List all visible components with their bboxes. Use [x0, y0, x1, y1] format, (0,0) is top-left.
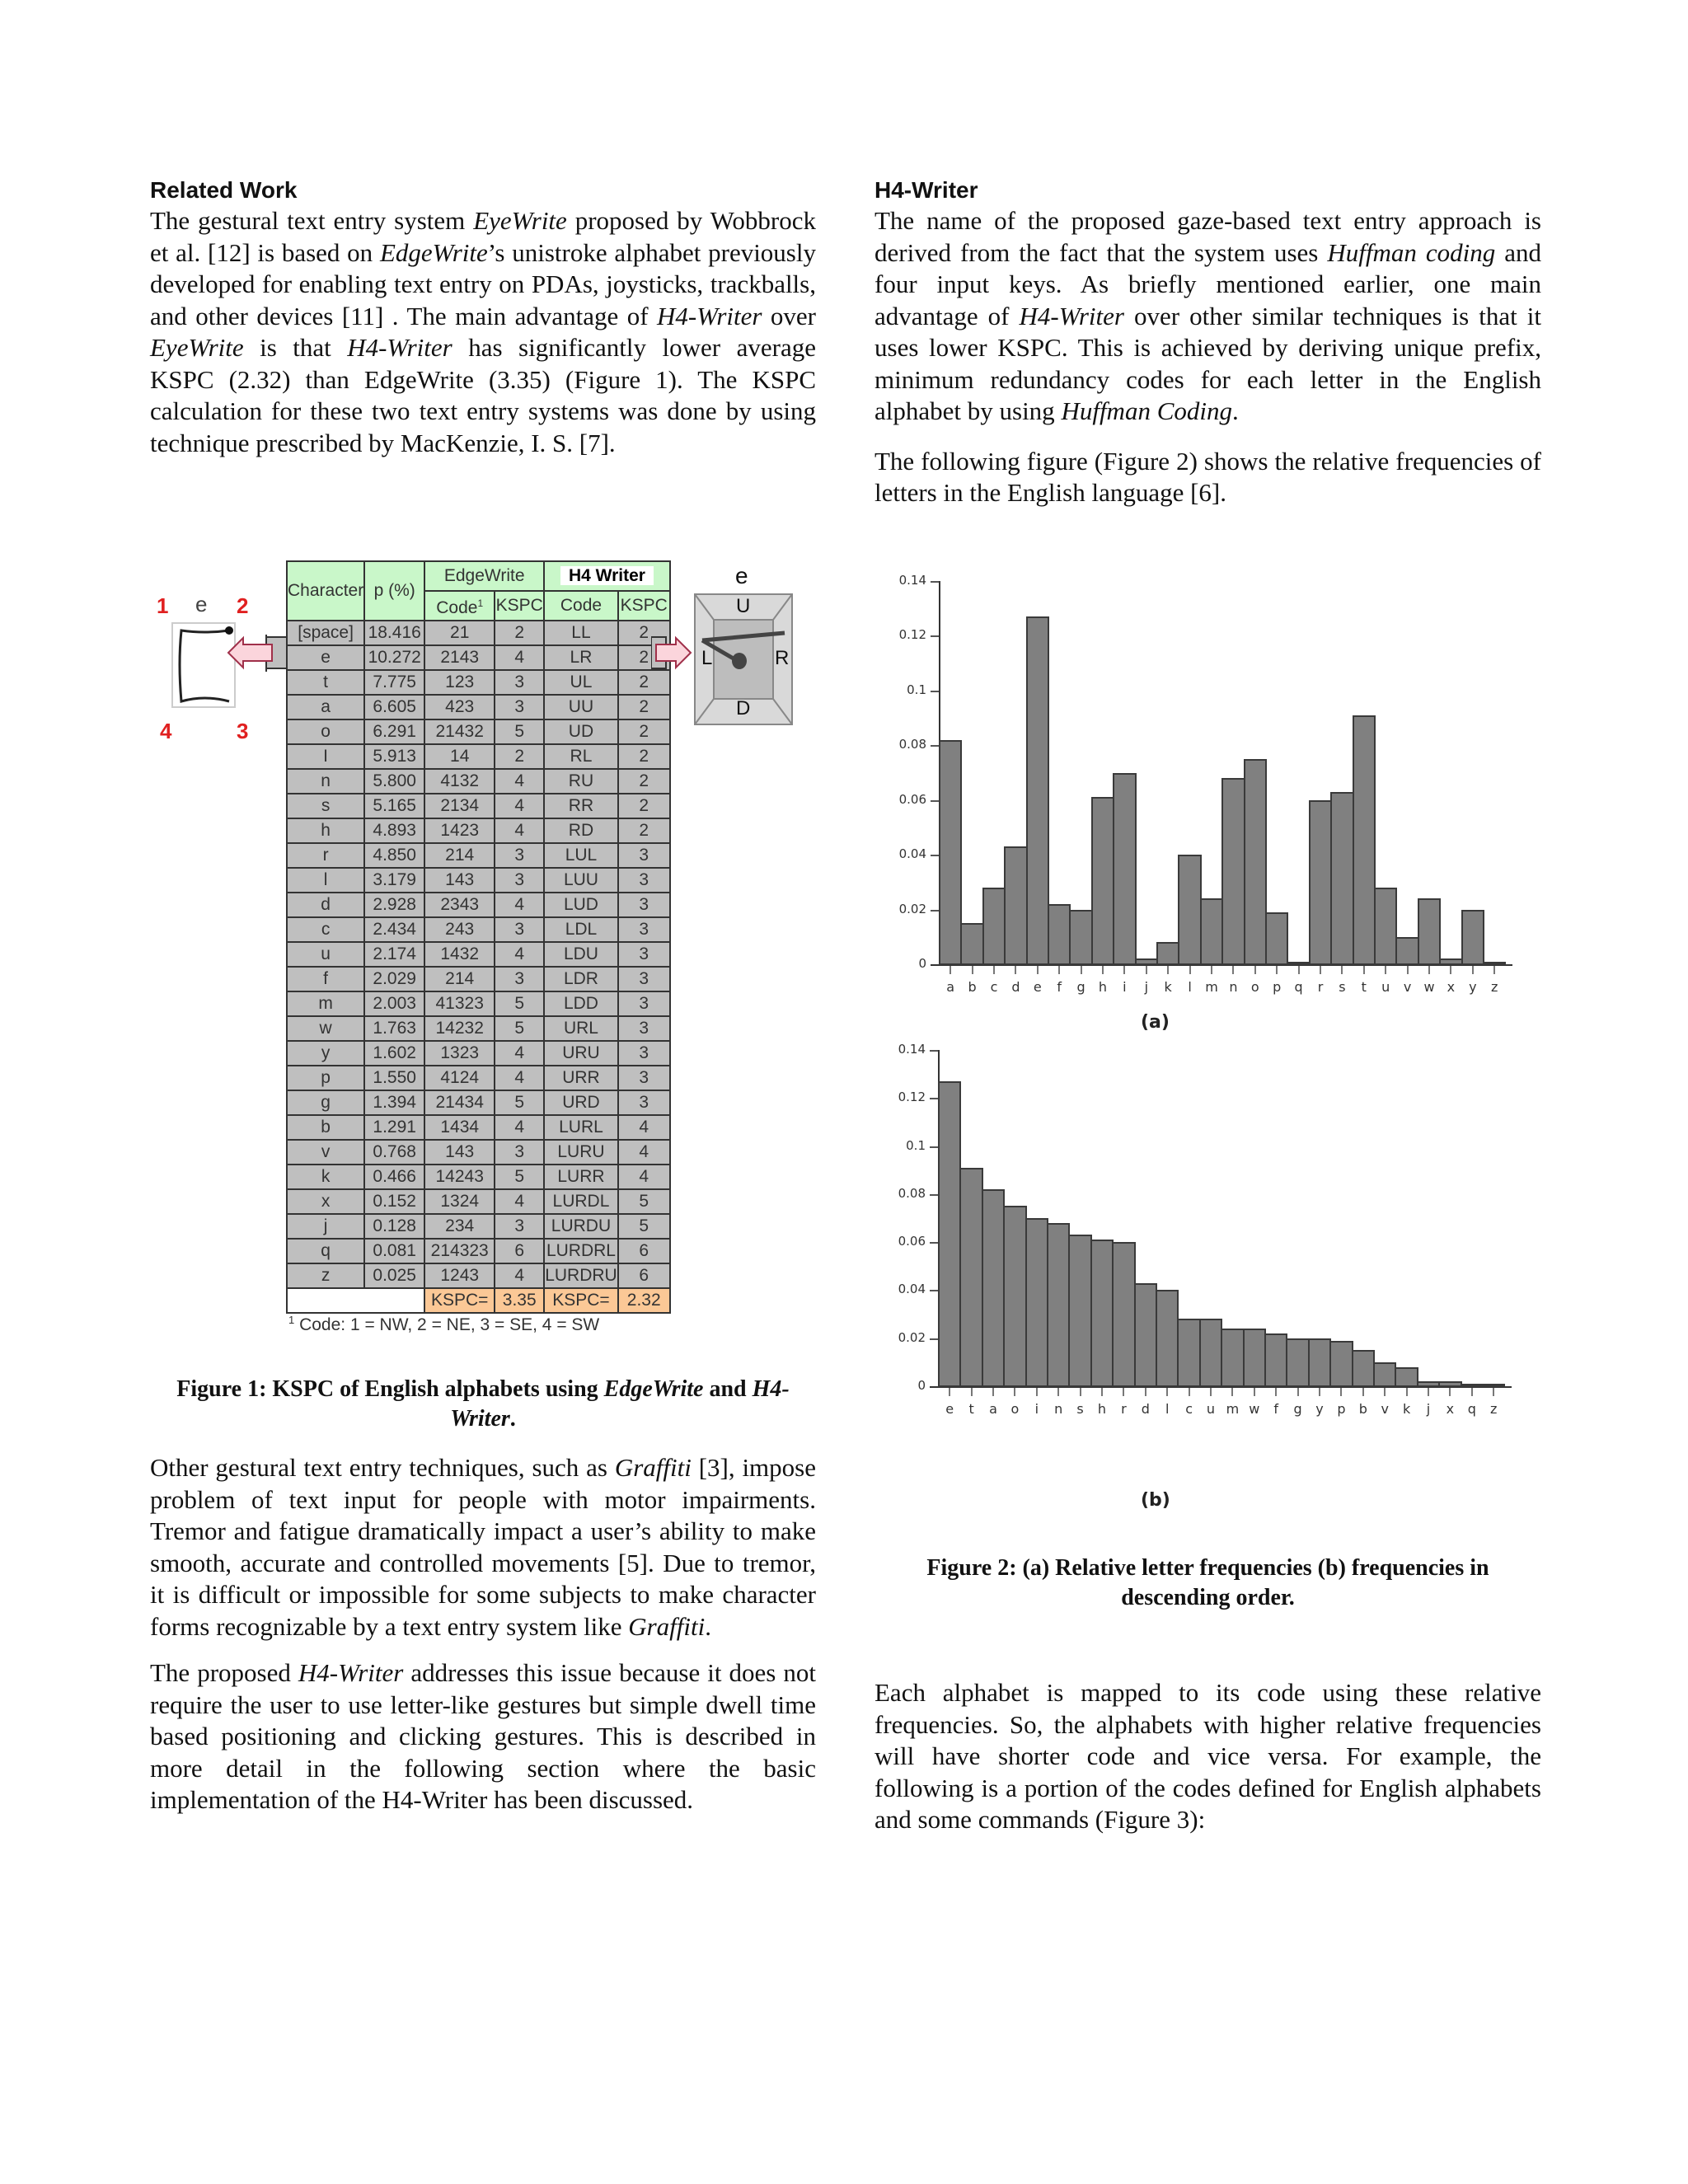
bar-y	[1308, 1338, 1331, 1387]
edgewrite-kspc-cell: 3	[495, 1214, 544, 1239]
bar-i	[1025, 1218, 1048, 1387]
p-percent-cell: 10.272	[364, 645, 424, 670]
h4-kspc-cell: 4	[618, 1115, 670, 1140]
x-tick-label: a	[989, 1401, 997, 1417]
joystick-left-label: L	[701, 647, 713, 669]
character-cell: z	[287, 1263, 364, 1288]
bar-f	[1264, 1333, 1287, 1387]
p-percent-cell: 6.291	[364, 719, 424, 744]
edgewrite-code-cell: 4132	[424, 769, 495, 794]
bar-q	[1461, 1384, 1484, 1387]
bar-p	[1329, 1341, 1353, 1387]
p-percent-cell: 2.928	[364, 893, 424, 917]
figure-2-caption: Figure 2: (a) Relative letter frequencies (b) frequencies in descending order.	[926, 1555, 1489, 1610]
p-percent-cell: 0.081	[364, 1239, 424, 1263]
p-percent-cell: 3.179	[364, 868, 424, 893]
edgewrite-code-cell: 143	[424, 868, 495, 893]
character-cell: x	[287, 1189, 364, 1214]
edgewrite-kspc-cell: 4	[495, 794, 544, 818]
bar-j	[1417, 1381, 1440, 1387]
table-footnote: $^1$ Code: 1 = NW, 2 = NE, 3 = SE, 4 = SW	[288, 1314, 600, 1334]
right-column-lower	[874, 1554, 1541, 1836]
p-percent-cell: 0.025	[364, 1263, 424, 1288]
x-tick-label: g	[1076, 979, 1085, 995]
header-h4-code: Code	[544, 591, 618, 621]
bar-g	[1286, 1338, 1309, 1387]
character-cell: s	[287, 794, 364, 818]
x-tick-label: l	[1165, 1401, 1170, 1417]
edgewrite-code-cell: 1243	[424, 1263, 495, 1288]
x-tick-label: u	[1381, 979, 1390, 995]
corner-label-2: 2	[237, 593, 249, 618]
y-tick-label: 0	[917, 1378, 926, 1393]
x-tick-label: k	[1164, 979, 1172, 995]
h4-code-cell: LURDU	[544, 1214, 618, 1239]
h4-code-cell: UU	[544, 695, 618, 719]
h4-code-cell: LURDRU	[544, 1263, 618, 1288]
x-tick-label: i	[1034, 1401, 1039, 1417]
h4-kspc-cell: 2	[618, 670, 670, 695]
edgewrite-code-cell: 14	[424, 744, 495, 769]
x-tick-label: l	[1188, 979, 1192, 995]
x-tick-label: b	[968, 979, 977, 995]
x-tick-label: q	[1467, 1401, 1476, 1417]
section-title-h4-writer: H4-Writer	[874, 177, 978, 203]
y-tick-label: 0.12	[898, 1090, 926, 1105]
x-tick-label: t	[968, 1401, 974, 1417]
header-h4writer: H4 Writer	[544, 561, 670, 591]
y-tick-label: 0.02	[898, 901, 926, 916]
h4-kspc-cell: 4	[618, 1140, 670, 1165]
header-edgewrite: EdgeWrite	[424, 561, 544, 591]
h4-kspc-cell: 5	[618, 1214, 670, 1239]
edgewrite-kspc-cell: 5	[495, 1016, 544, 1041]
bar-d	[1134, 1283, 1157, 1387]
h4-code-cell: URD	[544, 1090, 618, 1115]
edgewrite-kspc-cell: 3	[495, 917, 544, 942]
x-tick-label: q	[1294, 979, 1303, 995]
edgewrite-code-cell: 1423	[424, 818, 495, 843]
x-tick-label: x	[1446, 1401, 1455, 1417]
x-tick-label: v	[1403, 979, 1412, 995]
p-percent-cell: 2.434	[364, 917, 424, 942]
character-cell: n	[287, 769, 364, 794]
y-tick-label: 0.08	[898, 1185, 926, 1201]
edgewrite-code-cell: 214	[424, 967, 495, 991]
h4-kspc-cell: 2	[618, 818, 670, 843]
bar-e	[938, 1081, 961, 1387]
h4-code-cell: LURDL	[544, 1189, 618, 1214]
h4-code-cell: RR	[544, 794, 618, 818]
edgewrite-code-cell: 21434	[424, 1090, 495, 1115]
bar-b	[1352, 1350, 1375, 1387]
h4-code-cell: LUL	[544, 843, 618, 868]
edgewrite-kspc-cell: 4	[495, 942, 544, 967]
edgewrite-kspc-cell: 4	[495, 1041, 544, 1066]
p-percent-cell: 4.893	[364, 818, 424, 843]
edgewrite-code-cell: 4124	[424, 1066, 495, 1090]
x-tick-label: x	[1447, 979, 1456, 995]
p-percent-cell: 18.416	[364, 621, 424, 645]
h4-kspc-cell: 3	[618, 893, 670, 917]
bar-s	[1068, 1235, 1091, 1387]
p-percent-cell: 2.003	[364, 991, 424, 1016]
joystick-right-label: R	[775, 647, 790, 669]
x-tick-label: h	[1098, 979, 1108, 995]
h4-code-cell: LR	[544, 645, 618, 670]
h4-code-cell: URU	[544, 1041, 618, 1066]
y-tick-label: 0.14	[898, 573, 926, 588]
x-tick-label: v	[1381, 1401, 1389, 1417]
x-tick-label: i	[1123, 979, 1127, 995]
h4-kspc-cell: 3	[618, 868, 670, 893]
character-cell: f	[287, 967, 364, 991]
edgewrite-kspc-cell: 4	[495, 1263, 544, 1288]
edgewrite-code-cell: 1323	[424, 1041, 495, 1066]
bar-h	[1090, 1240, 1114, 1387]
bar-m	[1221, 1329, 1244, 1387]
edgewrite-letter: e	[195, 592, 208, 616]
x-tick-label: n	[1054, 1401, 1063, 1417]
character-cell: b	[287, 1115, 364, 1140]
h4-code-cell: LDL	[544, 917, 618, 942]
p-percent-cell: 4.850	[364, 843, 424, 868]
header-character: Character	[287, 561, 364, 621]
x-tick-label: f	[1273, 1401, 1278, 1417]
y-tick-label: 0.06	[898, 791, 926, 807]
character-cell: a	[287, 695, 364, 719]
h4-addresses-paragraph: The proposed H4-Writer addresses this issue because it does not require the user to use letter-like gestures but simple dwell time based positioning and clicking gestures. This is described in more detail in the following section where the basic implementation of the H4-Writer has been discussed.	[150, 1658, 816, 1814]
edgewrite-kspc-label: KSPC=	[424, 1288, 495, 1313]
bar-w	[1243, 1329, 1266, 1387]
h4-kspc-cell: 3	[618, 1016, 670, 1041]
x-tick-label: t	[1361, 979, 1367, 995]
edgewrite-code-cell: 1432	[424, 942, 495, 967]
p-percent-cell: 5.800	[364, 769, 424, 794]
x-tick-label: o	[1250, 979, 1259, 995]
x-tick-label: e	[945, 1401, 954, 1417]
x-tick-label: d	[1011, 979, 1020, 995]
bar-t	[959, 1168, 982, 1387]
h4-kspc-cell: 2	[618, 794, 670, 818]
edgewrite-kspc-cell: 5	[495, 991, 544, 1016]
edgewrite-code-cell: 14232	[424, 1016, 495, 1041]
bar-n	[1047, 1223, 1070, 1387]
character-cell: y	[287, 1041, 364, 1066]
h4-kspc-cell: 2	[618, 769, 670, 794]
y-tick-label: 0.12	[898, 627, 926, 643]
h4-kspc-cell: 3	[618, 1090, 670, 1115]
h4-code-cell: URR	[544, 1066, 618, 1090]
joystick-up-label: U	[736, 595, 751, 617]
x-tick-label: w	[1249, 1401, 1260, 1417]
x-tick-label: y	[1469, 979, 1477, 995]
x-tick-label: j	[1144, 979, 1149, 995]
edgewrite-kspc-cell: 4	[495, 818, 544, 843]
character-cell: m	[287, 991, 364, 1016]
h4-code-cell: LL	[544, 621, 618, 645]
chart-sublabel: (a)	[1141, 1012, 1170, 1033]
edgewrite-code-cell: 1324	[424, 1189, 495, 1214]
edgewrite-kspc-cell: 4	[495, 1115, 544, 1140]
h4-code-cell: UL	[544, 670, 618, 695]
h4-kspc-cell: 3	[618, 967, 670, 991]
x-tick-label: e	[1033, 979, 1042, 995]
y-tick-label: 0.1	[907, 682, 926, 697]
p-percent-cell: 1.291	[364, 1115, 424, 1140]
p-percent-cell: 0.768	[364, 1140, 424, 1165]
x-tick-label: y	[1315, 1401, 1324, 1417]
edgewrite-kspc-cell: 3	[495, 843, 544, 868]
edgewrite-code-cell: 1434	[424, 1115, 495, 1140]
h4-kspc-cell: 4	[618, 1165, 670, 1189]
h4-kspc-cell: 2	[618, 645, 670, 670]
edgewrite-code-cell: 243	[424, 917, 495, 942]
character-cell: k	[287, 1165, 364, 1189]
character-cell: c	[287, 917, 364, 942]
edgewrite-kspc-cell: 6	[495, 1239, 544, 1263]
edgewrite-code-cell: 21432	[424, 719, 495, 744]
figure-1-caption: Figure 1: KSPC of English alphabets using EdgeWrite and H4-Writer.	[176, 1376, 790, 1432]
edgewrite-kspc-cell: 4	[495, 769, 544, 794]
corner-label-1: 1	[157, 593, 169, 618]
h4-code-cell: LURR	[544, 1165, 618, 1189]
x-tick-label: r	[1317, 979, 1324, 995]
p-percent-cell: 0.466	[364, 1165, 424, 1189]
corner-label-3: 3	[237, 719, 249, 743]
edgewrite-kspc-cell: 2	[495, 744, 544, 769]
edgewrite-kspc-cell: 3	[495, 967, 544, 991]
p-percent-cell: 1.602	[364, 1041, 424, 1066]
p-percent-cell: 7.775	[364, 670, 424, 695]
character-cell: I	[287, 744, 364, 769]
p-percent-cell: 0.128	[364, 1214, 424, 1239]
h4-intro-paragraph: The name of the proposed gaze-based text entry approach is derived from the fact that the system uses Huffman coding and four input keys. As briefly mentioned earlier, one main advantage of H4-Writer over other similar techniques is that it uses lower KSPC. This is achieved by deriving unique prefix, minimum redundancy codes for each letter in the English alphabet by using Huffman Coding.	[874, 206, 1542, 425]
edgewrite-kspc-cell: 5	[495, 1090, 544, 1115]
p-percent-cell: 1.550	[364, 1066, 424, 1090]
edgewrite-code-cell: 2143	[424, 645, 495, 670]
character-cell: e	[287, 645, 364, 670]
header-edgewrite-code: Code$^1$	[424, 591, 495, 621]
y-tick-label: 0.14	[898, 1042, 926, 1057]
character-cell: p	[287, 1066, 364, 1090]
header-p: p (%)	[364, 561, 424, 621]
h4-code-cell: RL	[544, 744, 618, 769]
character-cell: q	[287, 1239, 364, 1263]
x-tick-label: r	[1121, 1401, 1127, 1417]
section-title-related-work: Related Work	[150, 177, 298, 203]
x-tick-label: u	[1206, 1401, 1216, 1417]
x-tick-label: h	[1097, 1401, 1107, 1417]
character-cell: d	[287, 893, 364, 917]
h4-kspc-cell: 2	[618, 719, 670, 744]
p-percent-cell: 2.174	[364, 942, 424, 967]
character-cell: t	[287, 670, 364, 695]
character-cell: w	[287, 1016, 364, 1041]
p-percent-cell: 2.029	[364, 967, 424, 991]
mapping-paragraph: Each alphabet is mapped to its code using these relative frequencies. So, the alphabets with higher relative frequencies will have shorter code and vice versa. For example, the following is a portion of the codes defined for English alphabets and some commands (Figure 3):	[874, 1678, 1541, 1834]
x-tick-label: s	[1339, 979, 1346, 995]
bar-l	[1156, 1290, 1179, 1387]
edgewrite-kspc-cell: 3	[495, 868, 544, 893]
h4-code-cell: LDU	[544, 942, 618, 967]
h4-kspc-cell: 3	[618, 843, 670, 868]
bar-x	[1438, 1381, 1461, 1387]
joystick-down-label: D	[736, 697, 751, 719]
character-cell: o	[287, 719, 364, 744]
x-tick-label: n	[1229, 979, 1238, 995]
edgewrite-kspc-cell: 2	[495, 621, 544, 645]
x-tick-label: g	[1293, 1401, 1302, 1417]
p-percent-cell: 5.165	[364, 794, 424, 818]
edgewrite-kspc-cell: 3	[495, 670, 544, 695]
x-tick-label: z	[1489, 1401, 1498, 1417]
x-tick-label: a	[946, 979, 955, 995]
character-cell: [space]	[287, 621, 364, 645]
h4-kspc-cell: 6	[618, 1263, 670, 1288]
edgewrite-kspc-value: 3.35	[495, 1288, 544, 1313]
character-cell: j	[287, 1214, 364, 1239]
y-tick-label: 0.1	[906, 1137, 926, 1153]
edgewrite-code-cell: 143	[424, 1140, 495, 1165]
h4-code-cell: LURU	[544, 1140, 618, 1165]
y-tick-label: 0.06	[898, 1234, 926, 1249]
character-cell: g	[287, 1090, 364, 1115]
h4-code-cell: LURL	[544, 1115, 618, 1140]
bar-o	[1003, 1206, 1026, 1387]
p-percent-cell: 1.394	[364, 1090, 424, 1115]
header-edgewrite-kspc: KSPC	[495, 591, 544, 621]
x-tick-label: z	[1490, 979, 1498, 995]
p-percent-cell: 0.152	[364, 1189, 424, 1214]
x-tick-label: f	[1057, 979, 1062, 995]
joystick-letter: e	[735, 563, 748, 588]
h4-kspc-cell: 6	[618, 1239, 670, 1263]
x-tick-label: k	[1402, 1401, 1411, 1417]
x-tick-label: c	[990, 979, 998, 995]
h4-kspc-cell: 3	[618, 917, 670, 942]
p-percent-cell: 6.605	[364, 695, 424, 719]
edgewrite-kspc-cell: 4	[495, 1189, 544, 1214]
x-tick-label: c	[1185, 1401, 1193, 1417]
h4-code-cell: UD	[544, 719, 618, 744]
character-cell: v	[287, 1140, 364, 1165]
x-tick-label: o	[1010, 1401, 1020, 1417]
p-percent-cell: 1.763	[364, 1016, 424, 1041]
edgewrite-code-cell: 41323	[424, 991, 495, 1016]
character-cell: l	[287, 868, 364, 893]
edgewrite-kspc-cell: 3	[495, 695, 544, 719]
edgewrite-code-cell: 21	[424, 621, 495, 645]
related-work-paragraph: The gestural text entry system EyeWrite proposed by Wobbrock et al. [12] is based on EdgeWrite’s unistroke alphabet previously developed for enabling text entry on PDAs, joysticks, trackballs, and other devices [11] . The main advantage of H4-Writer over EyeWrite is that H4-Writer has significantly lower average KSPC (2.32) than EdgeWrite (3.35) (Figure 1). The KSPC calculation for these two text entry systems was done by using technique prescribed by MacKenzie, I. S. [7].	[150, 206, 816, 457]
y-tick-label: 0.04	[898, 1282, 926, 1297]
chart-sublabel: (b)	[1141, 1490, 1170, 1511]
character-cell: r	[287, 843, 364, 868]
x-tick-label: w	[1423, 979, 1435, 995]
header-h4-kspc: KSPC	[618, 591, 670, 621]
edgewrite-code-cell: 2343	[424, 893, 495, 917]
y-tick-label: 0.04	[898, 846, 926, 862]
h4-code-cell: URL	[544, 1016, 618, 1041]
h4-kspc-cell: 2	[618, 621, 670, 645]
x-tick-label: m	[1205, 979, 1218, 995]
h4-code-cell: LDR	[544, 967, 618, 991]
x-tick-label: s	[1076, 1401, 1084, 1417]
h4-kspc-cell: 2	[618, 744, 670, 769]
h4-kspc-label: KSPC=	[544, 1288, 618, 1313]
h4-code-cell: LDD	[544, 991, 618, 1016]
bar-k	[1395, 1367, 1418, 1387]
edgewrite-code-cell: 123	[424, 670, 495, 695]
edgewrite-code-cell: 423	[424, 695, 495, 719]
x-tick-label: d	[1141, 1401, 1150, 1417]
x-tick-label: b	[1358, 1401, 1367, 1417]
x-tick-label: j	[1426, 1401, 1431, 1417]
h4-kspc-cell: 5	[618, 1189, 670, 1214]
h4-kspc-value: 2.32	[618, 1288, 670, 1313]
h4-code-cell: LUU	[544, 868, 618, 893]
bar-c	[1177, 1319, 1200, 1387]
h4-kspc-cell: 3	[618, 1066, 670, 1090]
edgewrite-kspc-cell: 4	[495, 1066, 544, 1090]
character-cell: u	[287, 942, 364, 967]
h4-code-cell: LUD	[544, 893, 618, 917]
bar-r	[1112, 1242, 1135, 1387]
h4-kspc-cell: 3	[618, 1041, 670, 1066]
p-percent-cell: 5.913	[364, 744, 424, 769]
corner-label-4: 4	[160, 719, 172, 743]
y-tick-label: 0.02	[898, 1329, 926, 1345]
x-tick-label: m	[1226, 1401, 1240, 1417]
graffiti-paragraph: Other gestural text entry techniques, such as Graffiti [3], impose problem of text input for people with motor impairments. Tremor and fatigue dramatically impact a user’s ability to make smooth, accurate and controlled movements [5]. Due to tremor, it is difficult or impossible for some subjects to make character forms recognizable by a text entry system like Graffiti.	[150, 1453, 816, 1641]
y-tick-label: 0.08	[898, 737, 926, 752]
edgewrite-kspc-cell: 4	[495, 645, 544, 670]
h4-code-cell: LURDRL	[544, 1239, 618, 1263]
character-cell: h	[287, 818, 364, 843]
edgewrite-kspc-cell: 5	[495, 719, 544, 744]
bar-u	[1199, 1319, 1222, 1387]
bar-z	[1482, 1384, 1505, 1387]
x-tick-label: p	[1273, 979, 1282, 995]
h4-code-cell: RD	[544, 818, 618, 843]
edgewrite-code-cell: 234	[424, 1214, 495, 1239]
h4-kspc-cell: 2	[618, 695, 670, 719]
edgewrite-kspc-cell: 4	[495, 893, 544, 917]
edgewrite-code-cell: 2134	[424, 794, 495, 818]
y-tick-label: 0	[918, 956, 926, 971]
bar-a	[982, 1189, 1005, 1387]
x-tick-label: p	[1337, 1401, 1346, 1417]
edgewrite-code-cell: 14243	[424, 1165, 495, 1189]
edgewrite-code-cell: 214	[424, 843, 495, 868]
h4-code-cell: RU	[544, 769, 618, 794]
edgewrite-code-cell: 214323	[424, 1239, 495, 1263]
h4-kspc-cell: 3	[618, 942, 670, 967]
edgewrite-kspc-cell: 3	[495, 1140, 544, 1165]
bar-v	[1373, 1362, 1396, 1387]
h4-kspc-cell: 3	[618, 991, 670, 1016]
edgewrite-kspc-cell: 5	[495, 1165, 544, 1189]
figure2-intro-paragraph: The following figure (Figure 2) shows the relative frequencies of letters in the English language [6].	[874, 446, 1541, 507]
